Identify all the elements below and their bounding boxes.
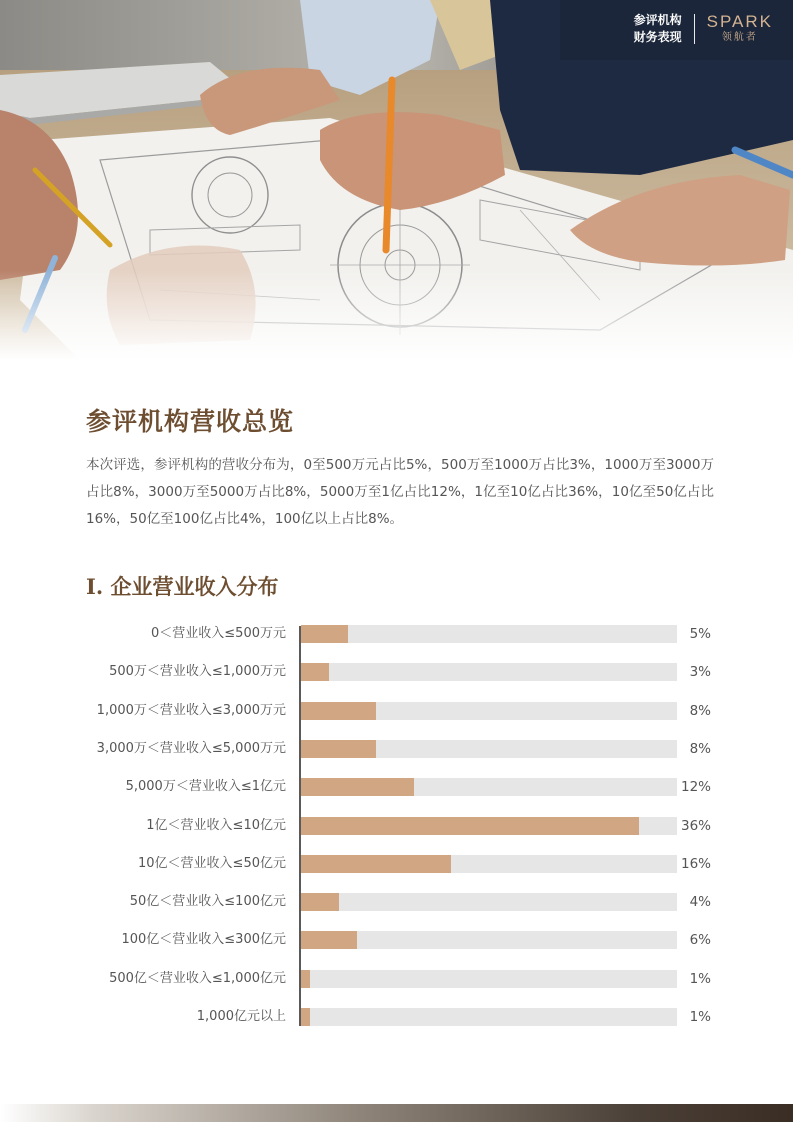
brand-subtitle-line1: 参评机构	[633, 13, 682, 27]
bar-track	[301, 893, 677, 911]
hero-fade	[0, 270, 793, 360]
bar	[301, 663, 329, 681]
bar	[301, 970, 310, 988]
chart-title	[86, 571, 278, 601]
revenue-bar-chart	[0, 616, 793, 1036]
chart-title-text: 企业营业收入分布	[110, 575, 279, 599]
category-label: 1,000万＜营业收入≤3,000万元	[96, 702, 286, 718]
value-label: 36%	[680, 817, 711, 834]
brand-block	[634, 12, 773, 46]
value-label: 6%	[689, 932, 711, 949]
chart-row	[0, 778, 793, 796]
bar-track	[301, 740, 677, 758]
category-label: 100亿＜营业收入≤300亿元	[121, 932, 286, 948]
value-label: 4%	[689, 894, 711, 911]
intro-paragraph: 本次评选，参评机构的营收分布为，0至500万元占比5%，500万至1000万占比3%，1000万至3000万占比8%，3000万至5000万占比8%，5000万至1亿占比12%，1亿至10亿占比36%，10亿至50亿占比16%，50亿至100亿占比4%，100亿以上占比8%。	[86, 457, 714, 527]
brand-subtitle-line2: 财务表现	[633, 30, 682, 44]
category-label: 50亿＜营业收入≤100亿元	[129, 894, 286, 910]
value-label: 12%	[680, 779, 711, 796]
value-label: 8%	[689, 702, 711, 719]
chart-row	[0, 740, 793, 758]
bar-track	[301, 855, 677, 873]
value-label: 8%	[689, 740, 711, 757]
section-title: 参评机构营收总览	[86, 407, 295, 436]
brand-subtitle	[634, 12, 682, 46]
bar	[301, 702, 376, 720]
chart-row	[0, 855, 793, 873]
bar	[301, 1008, 310, 1026]
chart-row	[0, 817, 793, 835]
bar-track	[301, 970, 677, 988]
footer-gradient-bar	[0, 1104, 793, 1122]
category-label: 500万＜营业收入≤1,000万元	[109, 664, 286, 680]
category-label: 10亿＜营业收入≤50亿元	[138, 855, 286, 871]
chart-row	[0, 970, 793, 988]
bar	[301, 625, 348, 643]
chart-row	[0, 893, 793, 911]
value-label: 16%	[680, 855, 711, 872]
hero-photo	[0, 0, 793, 360]
bar	[301, 893, 339, 911]
category-label: 500亿＜营业收入≤1,000亿元	[109, 970, 286, 986]
bar-track	[301, 1008, 677, 1026]
bar	[301, 740, 376, 758]
bar-track	[301, 931, 677, 949]
bar-track	[301, 817, 677, 835]
chart-row	[0, 663, 793, 681]
chart-title-numeral: I.	[86, 574, 104, 599]
category-label: 1亿＜营业收入≤10亿元	[146, 817, 286, 833]
brand-tagline: 领航者	[721, 32, 758, 43]
bar-track	[301, 702, 677, 720]
bar-track	[301, 663, 677, 681]
value-label: 1%	[689, 1009, 711, 1025]
category-label: 5,000万＜营业收入≤1亿元	[125, 779, 286, 795]
value-label: 5%	[689, 626, 711, 642]
chart-row	[0, 625, 793, 643]
bar-track	[301, 625, 677, 643]
category-label: 0＜营业收入≤500万元	[151, 626, 286, 641]
chart-row	[0, 931, 793, 949]
bar	[301, 778, 414, 796]
brand-name: SPARK	[706, 12, 773, 31]
value-label: 1%	[689, 970, 711, 987]
bar	[301, 817, 639, 835]
bar	[301, 855, 451, 873]
chart-row	[0, 702, 793, 720]
brand-logo	[707, 13, 773, 45]
chart-row	[0, 1008, 793, 1026]
bar	[301, 931, 357, 949]
value-label: 3%	[689, 664, 711, 681]
brand-divider	[694, 14, 695, 44]
category-label: 1,000亿元以上	[196, 1009, 286, 1024]
bar-track	[301, 778, 677, 796]
category-label: 3,000万＜营业收入≤5,000万元	[96, 740, 286, 756]
